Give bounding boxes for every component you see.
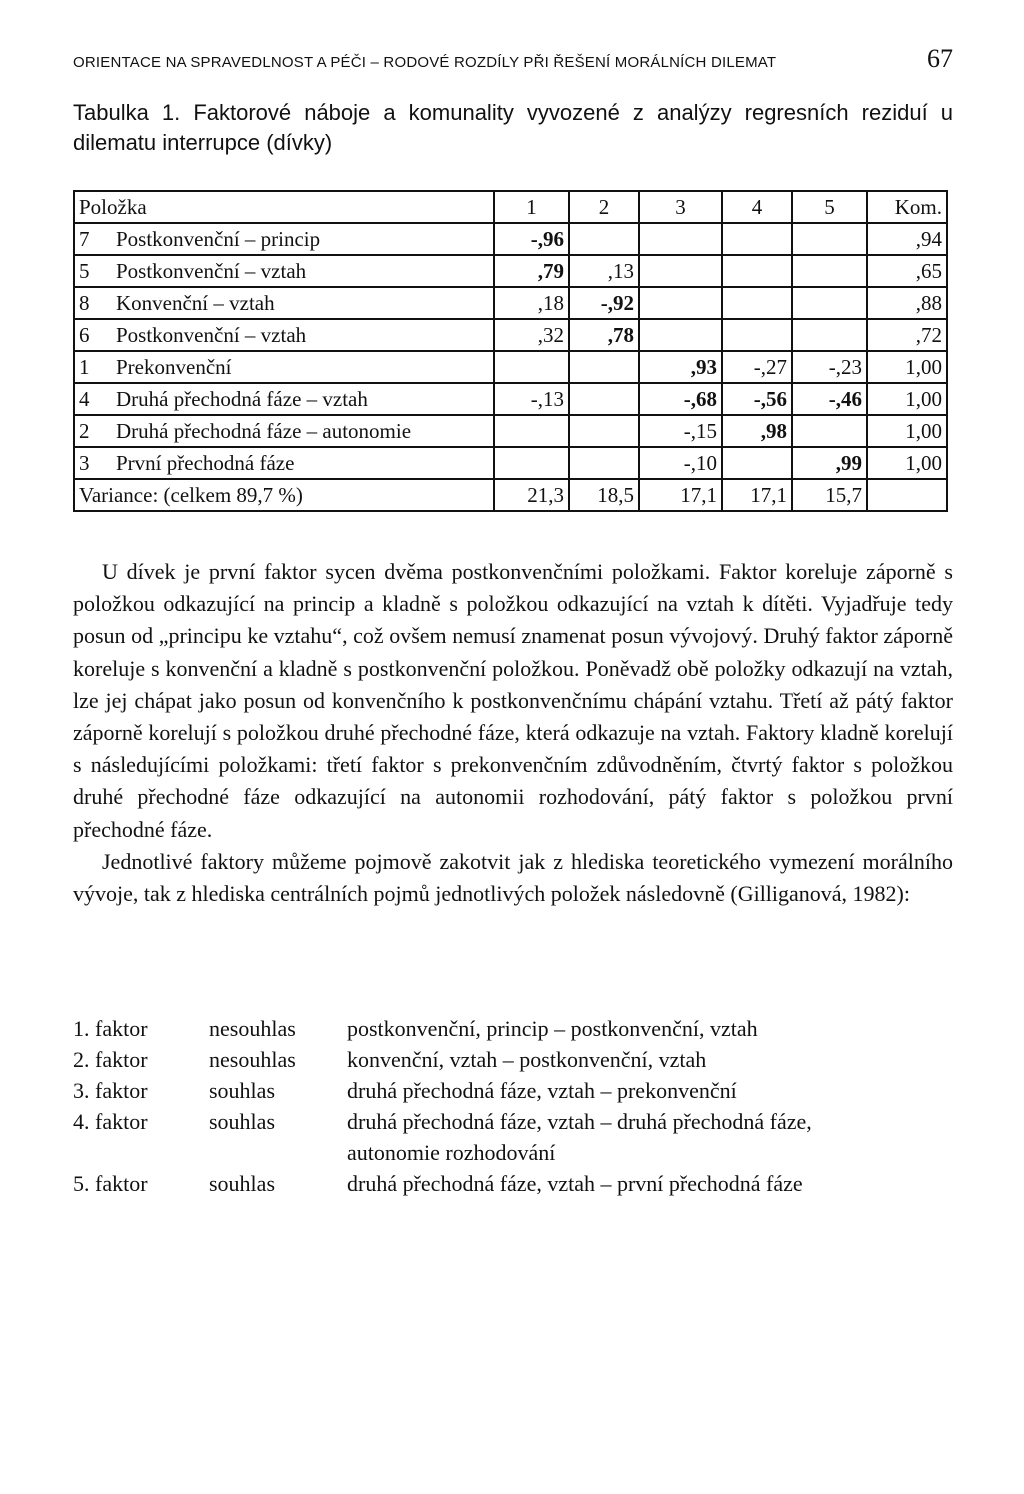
header-factor-5: 5 — [792, 191, 867, 223]
item-label: Prekonvenční — [116, 355, 232, 379]
header-factor-3: 3 — [639, 191, 722, 223]
header-communality: Kom. — [867, 191, 947, 223]
factor-description: postkonvenční, princip – postkonvenční, vztah — [347, 1016, 758, 1041]
table-row — [74, 447, 947, 479]
factor-stance: nesouhlas — [209, 1047, 296, 1072]
table-row — [74, 255, 947, 287]
communality-cell: 1,00 — [867, 351, 947, 383]
item-cell — [74, 287, 494, 319]
loading-cell-4 — [722, 319, 792, 351]
factor-label: 4. faktor — [73, 1109, 148, 1134]
factor-description: druhá přechodná fáze, vztah – druhá přechodná fáze, — [347, 1109, 812, 1134]
page-number: 67 — [927, 44, 953, 73]
loading-cell-2: ,78 — [569, 319, 639, 351]
header-factor-1: 1 — [494, 191, 569, 223]
variance-factor-4: 17,1 — [722, 479, 792, 511]
item-label: Konvenční – vztah — [116, 291, 275, 315]
loading-cell-5: ,99 — [792, 447, 867, 479]
variance-factor-3: 17,1 — [639, 479, 722, 511]
factor-description: druhá přechodná fáze, vztah – první přechodná fáze — [347, 1171, 803, 1196]
header-factor-2: 2 — [569, 191, 639, 223]
variance-label: Variance: (celkem 89,7 %) — [74, 479, 494, 511]
paragraph: U dívek je první faktor sycen dvěma postkonvenčními položkami. Faktor koreluje záporně s položkou odkazující na princip a kladně s položkou odkazující na vztah k dítěti. Vyjadřuje tedy posun od „principu ke vztahu“, což ovšem nemusí znamenat posun vývojový. Druhý faktor záporně koreluje s konvenční a kladně s postkonvenční položkou. Poněvadž obě položky odkazují na vztah, lze jej chápat jako posun od konvenčního k postkonvenčnímu chápání vztahu. Třetí až pátý faktor záporně korelují s položkou druhé přechodné fáze, která odkazuje na vztah. Faktory kladně korelují s následujícími položkami: třetí faktor s prekonvenčním zdůvodněním, čtvrtý faktor s položkou druhé přechodné fáze odkazující na autonomii rozhodování, pátý faktor s položkou první přechodné fáze. — [73, 559, 953, 842]
header-polozka: Položka — [74, 191, 494, 223]
loading-cell-1: -,96 — [494, 223, 569, 255]
loading-cell-2: ,13 — [569, 255, 639, 287]
loading-cell-5 — [792, 319, 867, 351]
item-number: 3 — [79, 451, 90, 475]
factor-loadings-table — [73, 190, 948, 512]
variance-factor-5: 15,7 — [792, 479, 867, 511]
item-cell — [74, 223, 494, 255]
loading-cell-1: -,13 — [494, 383, 569, 415]
loading-cell-3 — [639, 223, 722, 255]
table-row — [74, 223, 947, 255]
factor-label: 5. faktor — [73, 1171, 148, 1196]
communality-cell: ,88 — [867, 287, 947, 319]
factor-list — [73, 1013, 953, 1199]
table-row — [74, 383, 947, 415]
loading-cell-3 — [639, 287, 722, 319]
loading-cell-3: ,93 — [639, 351, 722, 383]
factor-description: druhá přechodná fáze, vztah – prekonvenční — [347, 1078, 737, 1103]
item-cell — [74, 383, 494, 415]
loading-cell-4: ,98 — [722, 415, 792, 447]
table-row — [74, 319, 947, 351]
variance-factor-2: 18,5 — [569, 479, 639, 511]
loading-cell-4 — [722, 287, 792, 319]
loading-cell-3: -,68 — [639, 383, 722, 415]
loading-cell-2 — [569, 351, 639, 383]
factor-label: 2. faktor — [73, 1047, 148, 1072]
item-number: 5 — [79, 259, 90, 283]
variance-factor-1: 21,3 — [494, 479, 569, 511]
loading-cell-3 — [639, 255, 722, 287]
factor-description: konvenční, vztah – postkonvenční, vztah — [347, 1047, 707, 1072]
loading-cell-1 — [494, 415, 569, 447]
communality-cell: ,72 — [867, 319, 947, 351]
variance-communality — [867, 479, 947, 511]
header-factor-4: 4 — [722, 191, 792, 223]
factor-stance: nesouhlas — [209, 1016, 296, 1041]
loading-cell-4: -,27 — [722, 351, 792, 383]
loading-cell-5 — [792, 287, 867, 319]
communality-cell: 1,00 — [867, 447, 947, 479]
loading-cell-2: -,92 — [569, 287, 639, 319]
item-number: 7 — [79, 227, 90, 251]
table-row — [74, 351, 947, 383]
loading-cell-3: -,15 — [639, 415, 722, 447]
loading-cell-3: -,10 — [639, 447, 722, 479]
factor-label: 3. faktor — [73, 1078, 148, 1103]
factor-stance: souhlas — [209, 1171, 275, 1196]
variance-row — [74, 479, 947, 511]
communality-cell: ,94 — [867, 223, 947, 255]
item-label: Postkonvenční – vztah — [116, 259, 307, 283]
paragraph: Jednotlivé faktory můžeme pojmově zakotvit jak z hlediska teoretického vymezení morálního vývoje, tak z hlediska centrálních pojmů jednotlivých položek následovně (Gilliganová, 1982): — [73, 848, 953, 907]
item-cell — [74, 447, 494, 479]
item-number: 8 — [79, 291, 90, 315]
loading-cell-2 — [569, 383, 639, 415]
factor-stance: souhlas — [209, 1078, 275, 1103]
loading-cell-5 — [792, 255, 867, 287]
factor-stance: souhlas — [209, 1109, 275, 1134]
table-caption: Tabulka 1. Faktorové náboje a komunality vyvozené z analýzy regresních reziduí u dilematu interrupce (dívky) — [73, 100, 953, 155]
running-head-title: ORIENTACE NA SPRAVEDLNOST A PÉČI – RODOVÉ ROZDÍLY PŘI ŘEŠENÍ MORÁLNÍCH DILEMAT — [73, 54, 777, 71]
list-item — [73, 1013, 953, 1044]
factor-description: autonomie rozhodování — [347, 1140, 556, 1165]
body-text — [73, 556, 953, 910]
item-number: 6 — [79, 323, 90, 347]
table-row — [74, 415, 947, 447]
list-item — [73, 1106, 953, 1137]
loading-cell-5: -,23 — [792, 351, 867, 383]
communality-cell: ,65 — [867, 255, 947, 287]
loading-cell-3 — [639, 319, 722, 351]
loading-cell-4 — [722, 447, 792, 479]
loading-cell-5: -,46 — [792, 383, 867, 415]
table-row — [74, 287, 947, 319]
loading-cell-2 — [569, 223, 639, 255]
communality-cell: 1,00 — [867, 383, 947, 415]
item-number: 4 — [79, 387, 90, 411]
item-cell — [74, 415, 494, 447]
loading-cell-1: ,32 — [494, 319, 569, 351]
loading-cell-5 — [792, 223, 867, 255]
item-cell — [74, 351, 494, 383]
item-label: Druhá přechodná fáze – autonomie — [116, 419, 412, 443]
communality-cell: 1,00 — [867, 415, 947, 447]
item-number: 2 — [79, 419, 90, 443]
loading-cell-2 — [569, 447, 639, 479]
item-label: Postkonvenční – vztah — [116, 323, 307, 347]
item-label: Postkonvenční – princip — [116, 227, 321, 251]
item-cell — [74, 255, 494, 287]
running-head — [73, 44, 953, 74]
loading-cell-4 — [722, 223, 792, 255]
spacer — [73, 1137, 209, 1168]
list-item — [73, 1168, 953, 1199]
loading-cell-1 — [494, 351, 569, 383]
loading-cell-1: ,18 — [494, 287, 569, 319]
list-item — [73, 1075, 953, 1106]
spacer — [209, 1137, 347, 1168]
loading-cell-2 — [569, 415, 639, 447]
loading-cell-4 — [722, 255, 792, 287]
loading-cell-1: ,79 — [494, 255, 569, 287]
factor-label: 1. faktor — [73, 1016, 148, 1041]
list-item — [73, 1137, 953, 1168]
item-label: První přechodná fáze — [116, 451, 295, 475]
item-number: 1 — [79, 355, 90, 379]
list-item — [73, 1044, 953, 1075]
item-label: Druhá přechodná fáze – vztah — [116, 387, 368, 411]
loading-cell-5 — [792, 415, 867, 447]
loading-cell-1 — [494, 447, 569, 479]
item-cell — [74, 319, 494, 351]
table-header-row — [74, 191, 947, 223]
loading-cell-4: -,56 — [722, 383, 792, 415]
